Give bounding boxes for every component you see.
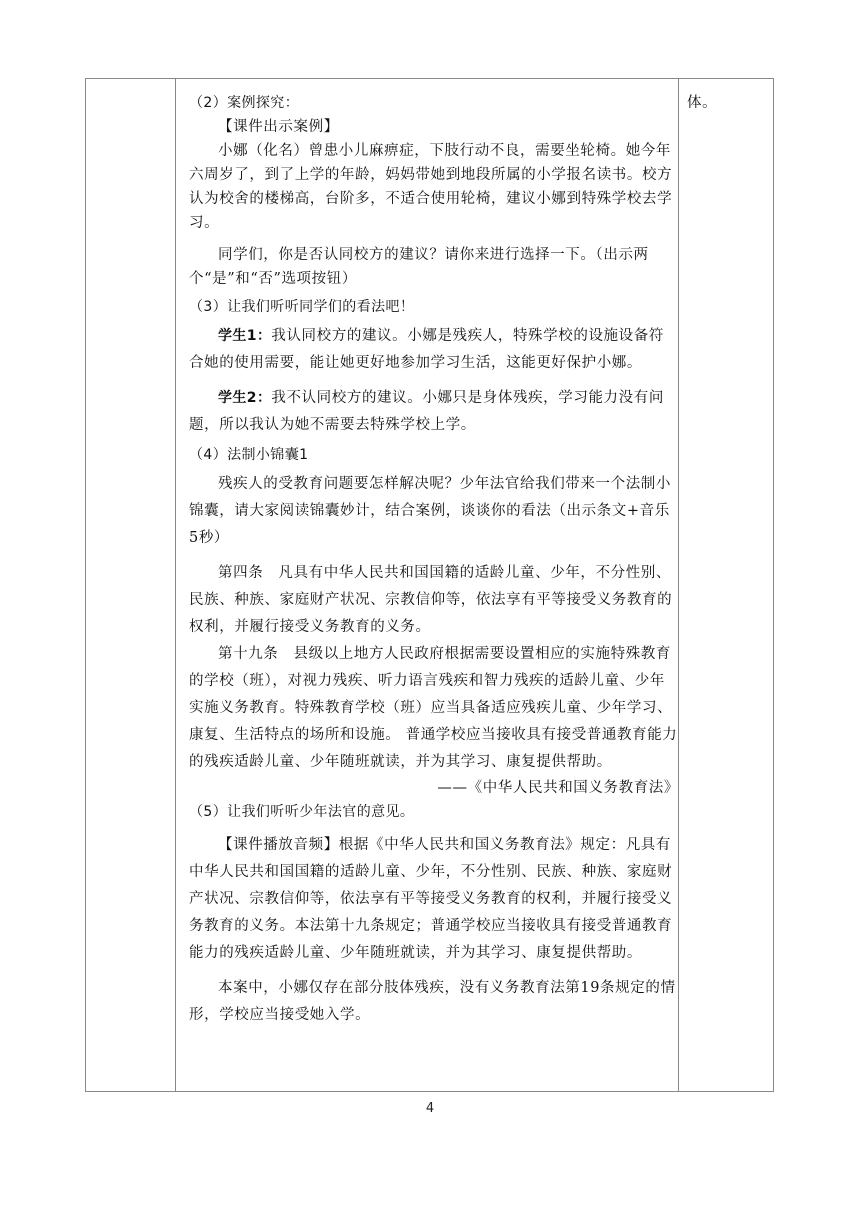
section-5-heading: （5）让我们听听少年法官的意见。 [189, 804, 415, 820]
student-1-opinion [189, 323, 679, 377]
student-1-label: 学生1： [218, 328, 272, 344]
student-2-label: 学生2： [218, 390, 272, 406]
page-number: 4 [425, 1101, 435, 1116]
courseware-case-label: 【课件出示案例】 [218, 119, 339, 135]
student-1-text: 我认同校方的建议。小娜是残疾人，特殊学校的设施设备符合她的使用需要，能让她更好地参加学习生活，这能更好保护小娜。 [189, 328, 664, 371]
law-source: ——《中华人民共和国义务教育法》 [437, 780, 679, 796]
audio-text: 【课件播放音频】根据《中华人民共和国义务教育法》规定：凡具有中华人民共和国国籍的适龄儿童、少年，不分性别、民族、种族、家庭财产状况、宗教信仰等，依法享有平等接受义务教育的权利，并履行接受义务教育的义务。本法第十九条规定；普通学校应当接收具有接受普通教育能力的残疾适龄儿童、少年随班就读，并为其学习、康复提供帮助。 [189, 837, 673, 961]
law-article-19: 第十九条 县级以上地方人民政府根据需要设置相应的实施特殊教育的学校（班），对视力残疾、听力语言残疾和智力残疾的适龄儿童、少年实施义务教育。特殊教育学校（班）应当具备适应残疾儿童、少年学习、康复、生活特点的场所和设施。 普通学校应当接收具有接受普通教育能力的残疾适龄儿童、少年随班就读，并为其学习、康复提供帮助。 [189, 646, 678, 770]
law-article-4: 第四条 凡具有中华人民共和国国籍的适龄儿童、少年，不分性别、民族、种族、家庭财产状况、宗教信仰等，依法享有平等接受义务教育的权利，并履行接受义务教育的义务。 [189, 565, 673, 635]
case-text: 小娜（化名）曾患小儿麻痹症，下肢行动不良，需要坐轮椅。她今年六周岁了，到了上学的年龄，妈妈带她到地段所属的小学报名读书。校方认为校舍的楼梯高，台阶多，不适合使用轮椅，建议小娜到特殊学校去学习。 [189, 143, 673, 231]
section-2-heading: （2）案例探究： [189, 95, 300, 111]
question-text: 同学们，你是否认同校方的建议？请你来进行选择一下。（出示两个“是”和“否”选项按钮） [189, 247, 649, 287]
section-3-heading: （3）让我们听听同学们的看法吧！ [189, 299, 415, 315]
right-column-text: 体。 [687, 95, 718, 111]
section-4-heading: （4）法制小锦囊1 [189, 447, 309, 463]
lesson-table [85, 78, 774, 1092]
student-2-text: 我不认同校方的建议。小娜只是身体残疾，学习能力没有问题，所以我认为她不需要去特殊学校上学。 [189, 390, 664, 433]
tips-intro: 残疾人的受教育问题要怎样解决呢？少年法官给我们带来一个法制小锦囊，请大家阅读锦囊妙计，结合案例，谈谈你的看法（出示条文+音乐5秒） [189, 476, 671, 546]
teaching-process-cell [189, 91, 679, 1029]
column-divider-left [175, 79, 176, 1091]
student-2-opinion [189, 385, 679, 439]
design-intent-cell [687, 91, 767, 115]
case-conclusion: 本案中，小娜仅存在部分肢体残疾，没有义务教育法第19条规定的情形，学校应当接受她入学。 [189, 980, 676, 1023]
